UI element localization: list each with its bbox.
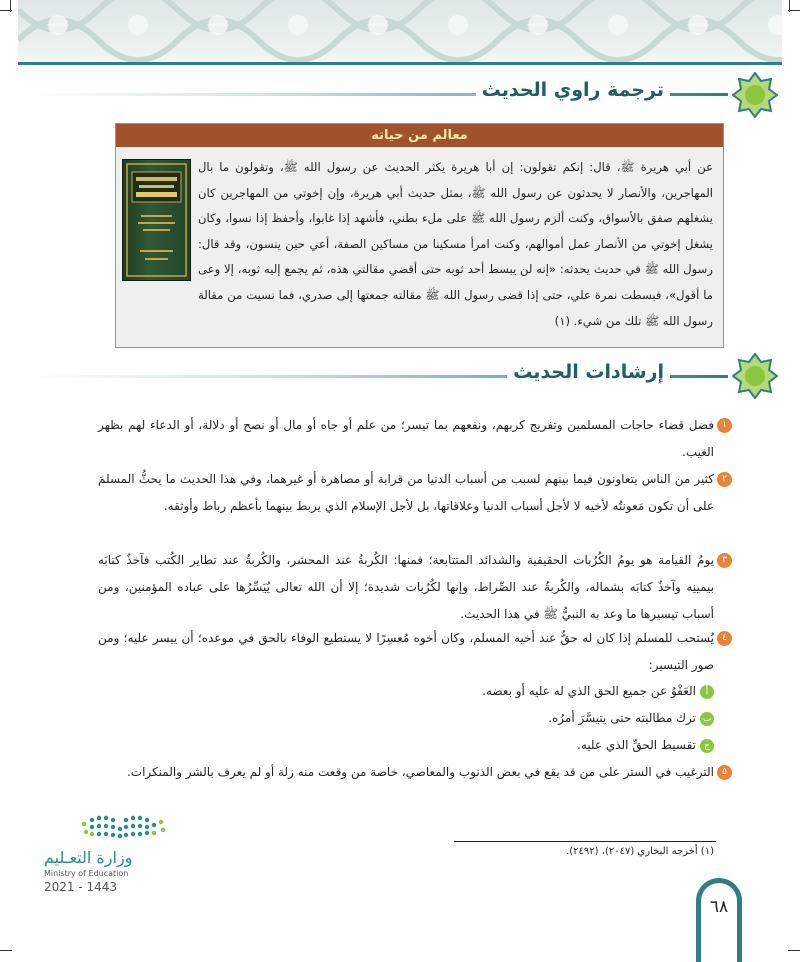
guidance-item (98, 466, 727, 520)
section-heading-narrator (68, 75, 728, 115)
item-text: يُستحب للمسلم إذا كان له حقٌّ عند أخيه المسلم، وكان أخوه مُعسِرًا لا يستطيع الوفاء بالحق في موعده؛ أن ييسر عليه؛ ومن صور التيسير: (98, 631, 714, 672)
sub-item-text: ترك مطالبته حتى يتيسَّرَ أمرُه. (548, 711, 696, 725)
footnote-rule (454, 841, 716, 842)
ministry-name-english: Ministry of Education (44, 869, 129, 878)
sub-item-text: تقسيط الحقِّ الذي عليه. (577, 738, 696, 752)
item-number: ١ (717, 418, 732, 433)
section-title: إرشادات الحديث (507, 361, 670, 383)
biography-heading: معالم من حياته (116, 124, 723, 147)
crop-mark (788, 950, 800, 951)
crop-mark (10, 0, 11, 12)
page-number: ٦٨ (709, 897, 729, 917)
item-text: يومُ القيامة هو يومُ الكُرُبات الحقيقية والشدائد المتتابعة؛ فمنها: الكُربةُ عند المحشر، والكُربةُ عند تطاير الكُتب فآخذٌ كتابَه بيمينِه وآخذٌ كتابَه بشماله، والكُربةُ عند الصِّراط، وإنها لكُرُبات شديدة؛ إلا أن الله تعالى يُيَسِّرُها على عباده المؤمنين، ومن أسباب تيسيرها ما وعد به النبيُّ ﷺ في هذا الحديث. (98, 553, 714, 621)
octagram-icon (732, 353, 778, 399)
item-text: الترغيب في الستر على من قد يقع في بعض الذنوب والمعاصي، خاصة من وقعت منه زلة أو لم يعرف بالشر والمنكرات. (126, 765, 714, 779)
item-text: فضل قضاء حاجات المسلمين وتفريج كربهم، ونفعهم بما تيسر؛ من علم أو جاه أو مال أو نصح أو دلالة، أو الدعاء لهم بظهر الغيب. (98, 418, 714, 459)
guidance-item (98, 547, 727, 628)
crop-mark (789, 0, 790, 12)
top-rule (18, 62, 782, 65)
octagram-icon (732, 72, 778, 118)
biography-box (115, 123, 724, 348)
sub-item (577, 732, 714, 759)
item-number: ٣ (717, 553, 732, 568)
book-cover-art (123, 160, 190, 280)
item-number: ٥ (717, 765, 732, 780)
item-number: ٢ (717, 472, 732, 487)
item-number: ٤ (717, 631, 732, 646)
academic-year: 2021 - 1443 (44, 880, 118, 894)
biography-text: عن أبي هريرة ﷺ، قال: إنكم تقولون: إن أبا هريرة يكثر الحديث عن رسول الله ﷺ، وتقولون ما بال المهاجرين، والأنصار لا يحدثون عن رسول الله ﷺ، بمثل حديث أبي هريرة، وإن إخوتي من المهاجرين كان يشغلهم صفق بالأسواق، وكنت ألزم رسول الله ﷺ على ملء بطني، فأشهد إذا غابوا، وأحفظ إذا نسوا، وكان يشغل إخوتي من الأنصار عمل أموالهم، وكنت امرأ مسكينا من مساكين الصفة، أعي حين ينسون، وقد قال: رسول الله ﷺ في حديث يحدثه: «إنه لن يبسط أحد ثوبه حتى أقضي مقالتي هذه، ثم يجمع إليه ثوبه، إلا وعى ما أقول»، فبسطت نمرة علي، حتى إذا قضى رسول الله ﷺ مقالته جمعتها إلى صدري، فما نسيت من مقالة رسول الله ﷺ تلك من شيء. (١) (198, 160, 713, 328)
sub-item (482, 678, 714, 705)
ministry-name-arabic: وزارة التعـليم (44, 848, 133, 867)
book-cover-image (122, 159, 191, 281)
sub-item-letter: أ (700, 685, 714, 699)
sub-item-text: العَفْوُ عن جميع الحق الذي له عليه أو بعضه. (482, 684, 696, 698)
sub-item-letter: ب (700, 712, 714, 726)
sub-item-letter: ج (700, 739, 714, 753)
section-title: ترجمة راوي الحديث (476, 79, 670, 101)
section-heading-guidance (68, 357, 728, 397)
page-number-tab-inner (701, 883, 737, 962)
arabesque-pattern (18, 0, 782, 62)
crop-mark (0, 950, 12, 951)
page-number-tab (696, 878, 742, 962)
item-text: كثير من الناس يتعاونون فيما بينهم لسبب من أسباب الدنيا من قرابة أو مصاهرة أو غيرهما، وفي هذا الحديث ما يحثُّ المسلمَ على أن تكون مَعونتُه لأخيه لا لأجل أسباب الدنيا وعلاقاتها، بل لأجل الإسلام الذي يربط بينهما بأعظم رباط وأوثقه. (98, 472, 714, 513)
guidance-item (98, 759, 727, 786)
top-decorative-band (18, 0, 782, 62)
footnote: (١) أخرجه البخاري (٢٠٤٧)، (٢٤٩٢). (566, 846, 714, 857)
guidance-item (98, 625, 727, 679)
guidance-item (98, 412, 727, 466)
sub-item (548, 705, 714, 732)
